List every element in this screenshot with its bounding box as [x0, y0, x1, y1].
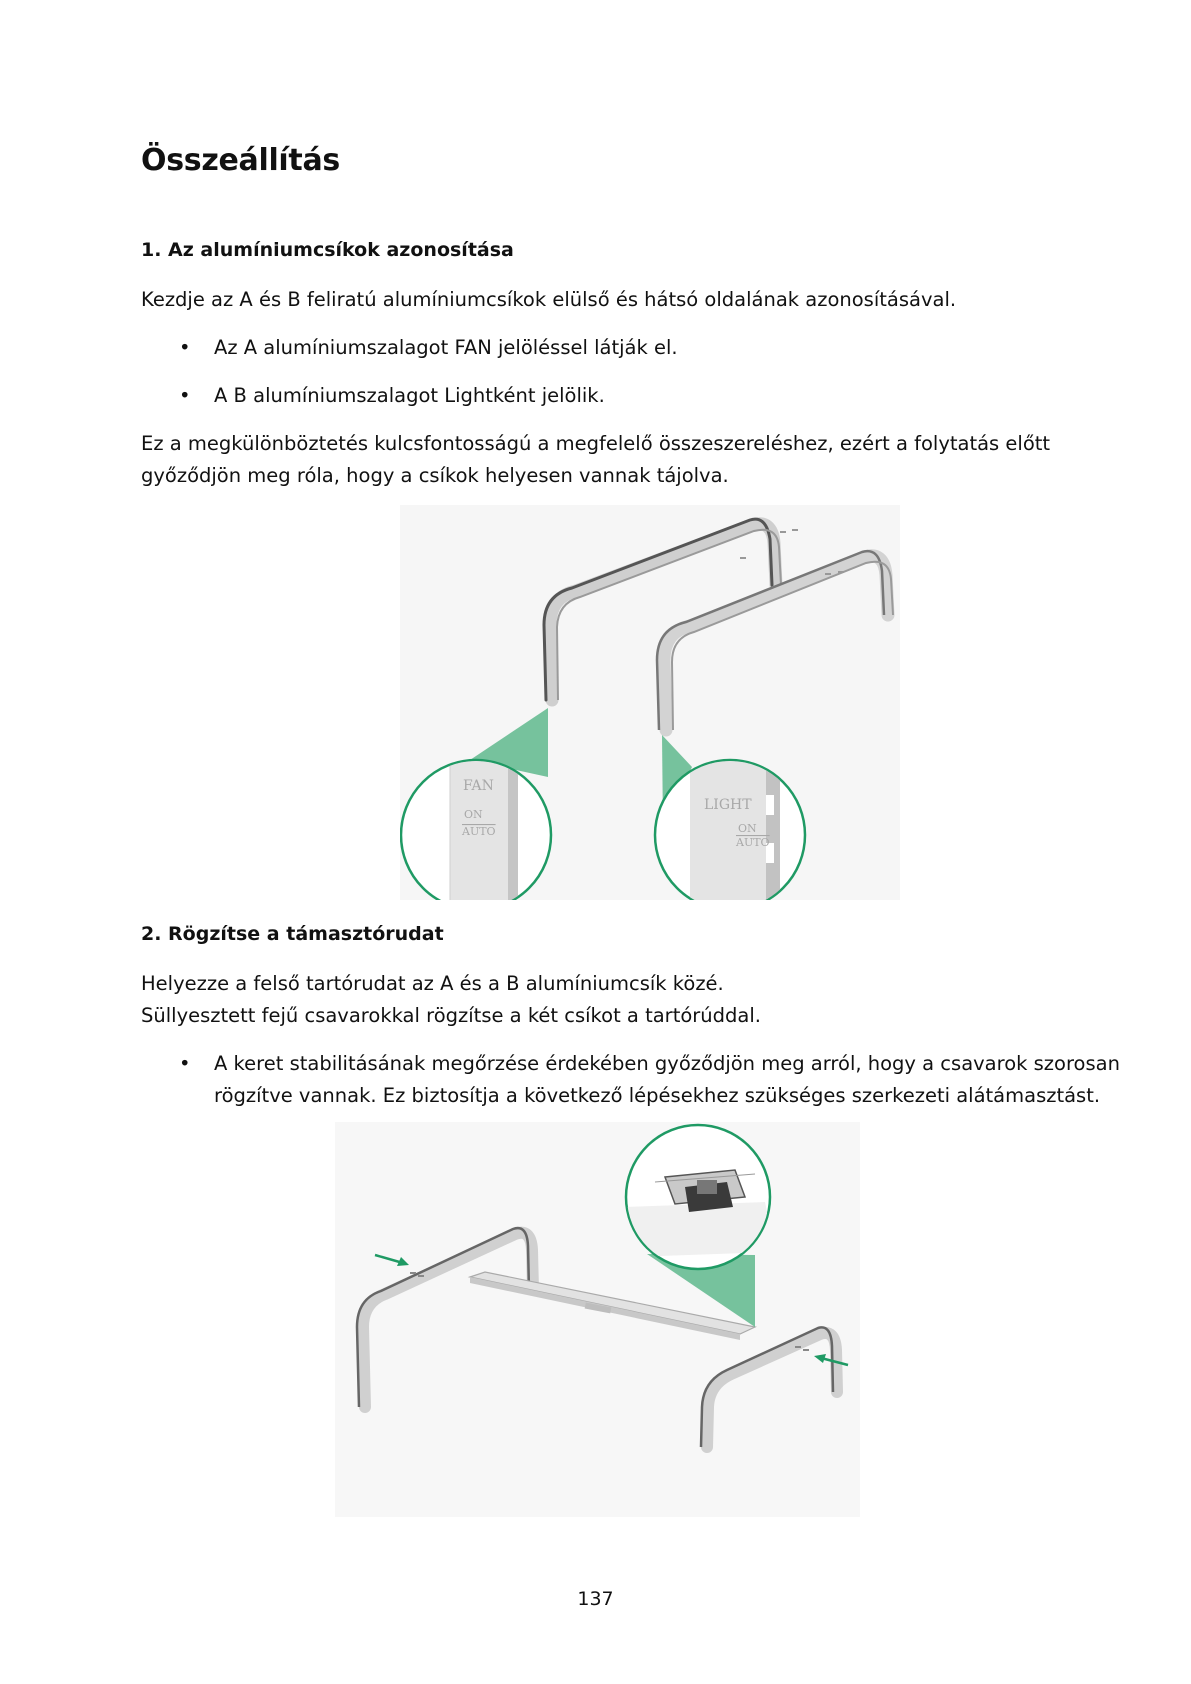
figure-strips-identification: [400, 505, 900, 900]
page-title: Összeállítás: [141, 143, 340, 178]
section-1-heading: 1. Az alumíniumcsíkok azonosítása: [141, 239, 514, 261]
list-item-text: Az A alumíniumszalagot FAN jelöléssel látják el.: [214, 336, 678, 359]
figure-background: [335, 1122, 860, 1517]
section-2-bullet-list: [141, 1048, 1151, 1112]
label-auto-right: AUTO: [736, 836, 770, 849]
label-auto-left: AUTO: [462, 825, 496, 838]
list-item-text: A keret stabilitásának megőrzése érdekében győződjön meg arról, hogy a csavarok szorosan rögzítve vannak. Ez biztosítja a következő lépésekhez szükséges szerkezeti alátámasztást.: [214, 1052, 1120, 1107]
bullet-icon: •: [179, 1052, 191, 1075]
section-2-line-2: Süllyesztett fejű csavarokkal rögzítse a két csíkot a tartórúddal.: [141, 1004, 761, 1027]
label-on-right: ON: [738, 822, 757, 835]
bullet-icon: •: [179, 384, 191, 407]
list-item-text: A B alumíniumszalagot Lightként jelölik.: [214, 384, 605, 407]
label-fan: FAN: [463, 778, 494, 794]
bullet-icon: •: [179, 336, 191, 359]
section-2-heading: 2. Rögzítse a támasztórudat: [141, 923, 444, 945]
section-2-line-1: Helyezze a felső tartórudat az A és a B alumíniumcsík közé.: [141, 972, 724, 995]
list-item: [141, 1048, 1151, 1112]
section-1-bullet-list: [141, 332, 1151, 412]
list-item: [141, 380, 1151, 412]
figure-support-bar-assembly: [335, 1122, 860, 1517]
section-1-intro: Kezdje az A és B feliratú alumíniumcsíkok elülső és hátsó oldalának azonosításával.: [141, 288, 957, 311]
label-on-left: ON: [464, 808, 483, 821]
list-item: [141, 332, 1151, 364]
section-1-note: Ez a megkülönböztetés kulcsfontosságú a megfelelő összeszereléshez, ezért a folytatás előtt győződjön meg róla, hogy a csíkok helyesen vannak tájolva.: [141, 432, 1051, 487]
page-number: 137: [577, 1588, 614, 1610]
label-light: LIGHT: [704, 797, 752, 813]
